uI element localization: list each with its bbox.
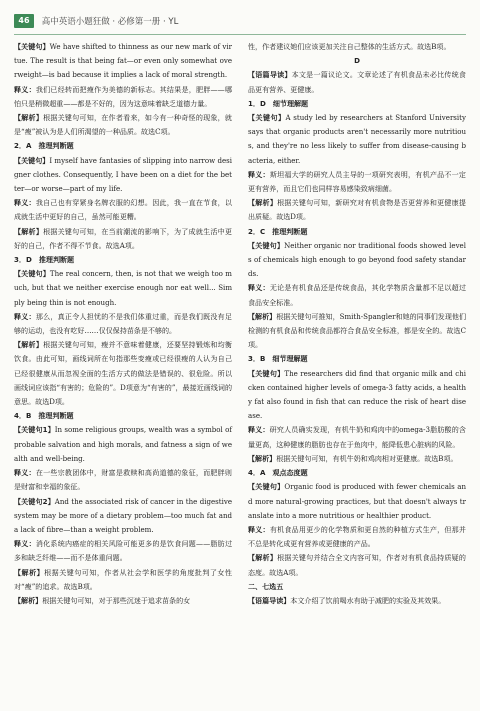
paragraph-tag: 释义： bbox=[14, 468, 36, 478]
paragraph-tag: 【解析】 bbox=[248, 198, 278, 208]
paragraph-tag: 【关键句】 bbox=[248, 482, 285, 492]
question-heading: 4．B 推理判断题 bbox=[14, 411, 74, 421]
paragraph-text: In some religious groups, wealth was a symbol of probable salvation and high morals, and fatness a sign of wealth and well-being. bbox=[14, 425, 233, 463]
passage-letter: D bbox=[354, 56, 360, 66]
paragraph-tag: 【语篇导读】 bbox=[248, 70, 292, 80]
answer-paragraph bbox=[14, 594, 232, 608]
question-heading: 3．D 推理判断题 bbox=[14, 255, 75, 265]
paragraph-text: 我们已经转而把瘦作为美德的新标志。其结果是，肥胖——哪怕只是稍微超重——都是不好的，因为这意味着缺乏道德力量。 bbox=[14, 84, 232, 108]
paragraph-tag: 释义： bbox=[248, 425, 270, 435]
right-column bbox=[248, 40, 466, 608]
answer-paragraph bbox=[248, 239, 466, 282]
paragraph-tag: 【语篇导读】 bbox=[248, 595, 291, 605]
paragraph-text: Neither organic nor traditional foods showed levels of chemicals high enough to go beyond food safety standards. bbox=[248, 240, 466, 279]
paragraph-text: 那么，真正令人担忧的不是我们体重过重，而是我们既没有足够的运动，也没有吃好……仅仅保持苗条是不够的。 bbox=[14, 311, 232, 336]
answer-paragraph bbox=[14, 40, 232, 83]
paragraph-text: 根据关键句可知，在当前潮流的影响下，为了成就生活中更好的自己，作者不得不节食。故选A项。 bbox=[14, 226, 232, 250]
paragraph-text: The researchers did find that organic milk and chicken contained higher levels of omega-3 fatty acids, a healthy fat also found in fish that can reduce the risk of heart disease. bbox=[248, 368, 466, 421]
question-heading: 1．D 细节理解题 bbox=[248, 98, 309, 108]
paragraph-text: 有机食品用更少的化学物质和更自然的种植方式生产，但那并不总是转化成更有营养或更健康的产品。 bbox=[248, 524, 466, 549]
paragraph-tag: 释义： bbox=[14, 198, 36, 208]
answer-paragraph bbox=[14, 338, 232, 409]
paragraph-tag: 【关键句】 bbox=[248, 368, 285, 378]
paragraph-tag: 释义： bbox=[248, 524, 270, 534]
answer-paragraph bbox=[248, 196, 466, 224]
paragraph-text: I myself have fantasies of slipping into narrow designer clothes. Consequently, I have been on a diet for the better—or worse—part of my life. bbox=[14, 155, 232, 194]
answer-paragraph bbox=[14, 111, 232, 139]
left-column bbox=[14, 40, 232, 608]
page-header bbox=[14, 14, 466, 35]
answer-paragraph bbox=[14, 310, 232, 338]
paragraph-text: 根据关键句可知，有机牛奶和鸡肉相对更健康。故选B项。 bbox=[276, 453, 458, 463]
question-heading: 二、七选五 bbox=[248, 581, 284, 591]
answer-paragraph bbox=[248, 68, 466, 96]
paragraph-text: 根据关键句可知，对于那些沉迷于追求苗条的女 bbox=[42, 595, 191, 605]
paragraph-tag: 【解析】 bbox=[14, 113, 44, 123]
paragraph-text: 根据关键句可知，新研究对有机食物是否更营养和更健康提出质疑。故选D项。 bbox=[248, 198, 466, 222]
paragraph-text: 消化系统内癌症的相关风险可能更多的是饮食问题——脂肪过多和缺乏纤维——而不是体重问题。 bbox=[14, 539, 232, 563]
paragraph-text: 我自己也有穿紧身名牌衣服的幻想。因此，我一直在节食，以成就生活中更好的自己，虽然可能更糟。 bbox=[14, 198, 232, 222]
answer-paragraph bbox=[248, 40, 466, 54]
paragraph-tag: 【关键句1】 bbox=[14, 425, 55, 435]
paragraph-tag: 释义： bbox=[14, 84, 36, 94]
paragraph-tag: 【解析】 bbox=[14, 340, 44, 350]
answer-paragraph bbox=[248, 480, 466, 523]
answer-paragraph bbox=[248, 594, 466, 608]
paragraph-tag: 【关键句2】 bbox=[14, 496, 55, 506]
answer-paragraph bbox=[14, 83, 232, 111]
paragraph-text: 根据关键句可知，作者从社会学和医学的角度批判了女性对“瘦”的追求。故选B项。 bbox=[14, 567, 232, 591]
paragraph-tag: 【关键句】 bbox=[14, 155, 50, 165]
page-number: 46 bbox=[14, 14, 34, 28]
paragraph-text: 在一些宗教团体中，财富是救赎和高尚道德的象征，而肥胖则是财富和幸福的象征。 bbox=[14, 468, 232, 492]
book-title: 高中英语小题狂做 · 必修第一册 · YL bbox=[41, 17, 179, 27]
paragraph-text: 本文介绍了饮前喝水有助于减肥的实验及其效果。 bbox=[290, 595, 446, 605]
answer-paragraph bbox=[248, 452, 466, 466]
paragraph-text: 本文是一篇议论文。文章论述了有机食品未必比传统食品更有营养、更健康。 bbox=[248, 70, 466, 94]
paragraph-tag: 释义： bbox=[248, 169, 270, 179]
answer-paragraph bbox=[248, 310, 466, 353]
paragraph-tag: 释义： bbox=[14, 311, 36, 321]
paragraph-tag: 【关键句】 bbox=[248, 113, 286, 123]
answer-paragraph bbox=[248, 168, 466, 196]
answer-paragraph bbox=[14, 225, 232, 253]
paragraph-text: 研究人员确实发现，有机牛奶和鸡肉中的omega-3脂肪酸的含量更高，这种健康的脂肪也存在于鱼肉中，能降低患心脏病的风险。 bbox=[248, 425, 466, 449]
answer-paragraph bbox=[14, 566, 232, 594]
answer-paragraph bbox=[248, 423, 466, 451]
paragraph-tag: 【解析】 bbox=[14, 226, 44, 236]
answer-paragraph bbox=[248, 523, 466, 551]
paragraph-text: 根据关键句并结合全文内容可知，作者对有机食品持质疑的态度。故选A项。 bbox=[248, 553, 466, 577]
answer-paragraph bbox=[248, 367, 466, 424]
paragraph-tag: 【解析】 bbox=[248, 311, 277, 321]
answer-paragraph bbox=[248, 111, 466, 168]
answer-paragraph bbox=[14, 196, 232, 224]
paragraph-text: 根据关键句可知，瘦并不意味着健康，还要坚持锻炼和均衡饮食。由此可知，画线词所在句指那些变瘦或已经很瘦的人认为自己已经很健康从而忽视全面的生活方式的做法是错误的、很危险。所以画线词应该指“有害的；危险的”。D项意为“有害的”，最接近画线词的意思。故选D项。 bbox=[14, 340, 232, 407]
answer-paragraph bbox=[14, 537, 232, 565]
answer-paragraph bbox=[14, 495, 232, 538]
paragraph-tag: 【关键句】 bbox=[14, 42, 50, 51]
answer-paragraph bbox=[14, 154, 232, 197]
paragraph-text: A study led by researchers at Stanford University says that organic products aren't necessarily more nutritious, and they're no less likely to suffer from disease-causing bacteria, either. bbox=[248, 113, 466, 165]
paragraph-text: And the associated risk of cancer in the digestive system may be more of a dietary problem—too much fat and a lack of fibre—than a weight problem. bbox=[14, 496, 232, 534]
paragraph-tag: 释义： bbox=[14, 539, 36, 549]
paragraph-tag: 释义： bbox=[248, 283, 270, 293]
paragraph-tag: 【关键句】 bbox=[248, 240, 285, 250]
paragraph-tag: 【解析】 bbox=[14, 595, 43, 605]
paragraph-text: 性，作者建议她们应该更加关注自己整体的生活方式。故选B项。 bbox=[248, 42, 451, 51]
answer-paragraph bbox=[14, 267, 232, 310]
paragraph-tag: 【解析】 bbox=[14, 567, 45, 577]
answer-paragraph bbox=[14, 466, 232, 494]
question-heading: 2．C 推理判断题 bbox=[248, 226, 308, 236]
paragraph-tag: 【解析】 bbox=[248, 453, 277, 463]
paragraph-text: 斯坦福大学的研究人员主导的一项研究表明，有机产品不一定更有营养，而且它们也同样容易感染致病细菌。 bbox=[248, 169, 466, 194]
paragraph-tag: 【解析】 bbox=[248, 553, 278, 563]
question-heading: 3．B 细节理解题 bbox=[248, 354, 308, 364]
paragraph-text: 根据关键句可知，在作者看来，如今有一种奇怪的现象，就是“瘦”被认为是人们所渴望的一种品质。故选C项。 bbox=[14, 113, 232, 137]
answer-paragraph bbox=[14, 423, 232, 466]
paragraph-text: The real concern, then, is not that we weigh too much, but that we neither exercise enough nor eat well... Simply being thin is not enough. bbox=[14, 269, 232, 307]
paragraph-text: Organic food is produced with fewer chemicals and more natural-growing practices, but that doesn't always translate into a more nutritious or healthier product. bbox=[248, 482, 466, 520]
paragraph-text: We have shifted to thinness as our new mark of virtue. The result is that being fat—or even only somewhat overweight—is bad because it implies a lack of moral strength. bbox=[14, 42, 232, 80]
paragraph-text: 无论是有机食品还是传统食品，其化学物质含量都不足以超过食品安全标准。 bbox=[248, 283, 466, 307]
question-heading: 4．A 观点态度题 bbox=[248, 468, 308, 478]
answer-paragraph bbox=[248, 551, 466, 579]
paragraph-text: 根据关键句可推知，Smith-Spangler和她的同事们发现他们检测的有机食品和传统食品都符合食品安全标准，都是安全的。故选C项。 bbox=[248, 311, 466, 350]
paragraph-tag: 【关键句】 bbox=[14, 269, 50, 279]
question-heading: 2．A 推理判断题 bbox=[14, 141, 74, 151]
answer-paragraph bbox=[248, 281, 466, 309]
